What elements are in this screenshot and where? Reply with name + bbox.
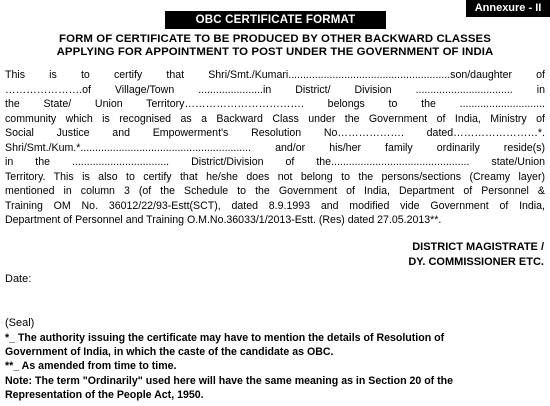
signature-line: DY. COMMISSIONER ETC. xyxy=(408,255,544,268)
body-line: Social Justice and Empowerment's Resolution No………………. dated……………………*. xyxy=(5,127,545,139)
footnotes xyxy=(5,331,545,402)
body-line: mentioned in column 3 (of the Schedule to the Government of India, Department of Personnel & xyxy=(5,185,545,197)
body-line: Territory. This is also to certify that he/she does not belong to the persons/sections (Creamy layer) xyxy=(5,170,545,183)
body-line: This is to certify that Shri/Smt./Kumari.......................................................son/daughter of xyxy=(5,69,545,81)
body-line: Shri/Smt./Kum.*.......................................................... and/or his/her family ordinarily reside(s) xyxy=(5,141,545,154)
seal-label: (Seal) xyxy=(5,317,35,329)
footnote-line: Government of India, in which the caste of the candidate as OBC. xyxy=(5,346,334,359)
body-line: ………………….of Village/Town ......................in District/ Division ................................. in xyxy=(5,83,545,96)
signature-block xyxy=(408,240,544,269)
body-line: Department of Personnel and Training O.M.No.36033/1/2013-Estt. (Res) dated 27.05.2013**. xyxy=(5,214,442,226)
title-line: FORM OF CERTIFICATE TO BE PRODUCED BY OTHER BACKWARD CLASSES xyxy=(59,33,491,45)
annexure-label: Annexure - II xyxy=(466,0,550,17)
body-line: Training OM No. 36012/22/93-Estt(SCT), dated 8.9.1993 and modified vide Government of India, xyxy=(5,199,545,212)
form-header: OBC CERTIFICATE FORMAT xyxy=(165,11,386,29)
body-line: the State/ Union Territory……………………………. belongs to the ............................. xyxy=(5,98,545,110)
certificate-body xyxy=(5,68,545,228)
footnote-line: Representation of the People Act, 1950. xyxy=(5,388,204,401)
body-line: in the ................................. District/Division of the............................................... state/Union xyxy=(5,156,545,168)
form-title xyxy=(0,33,550,59)
footnote-line: **_ As amended from time to time. xyxy=(5,360,177,373)
title-line: APPLYING FOR APPOINTMENT TO POST UNDER THE GOVERNMENT OF INDIA xyxy=(56,46,494,58)
footnote-line: Note: The term "Ordinarily" used here will have the same meaning as in Section 20 of the xyxy=(5,374,454,387)
date-label: Date: xyxy=(5,273,32,285)
body-line: community which is recognised as a Backward Class under the Government of India, Ministry of xyxy=(5,112,545,125)
signature-line: DISTRICT MAGISTRATE / xyxy=(412,241,544,253)
footnote-line: *_ The authority issuing the certificate may have to mention the details of Resolution of xyxy=(5,332,445,344)
